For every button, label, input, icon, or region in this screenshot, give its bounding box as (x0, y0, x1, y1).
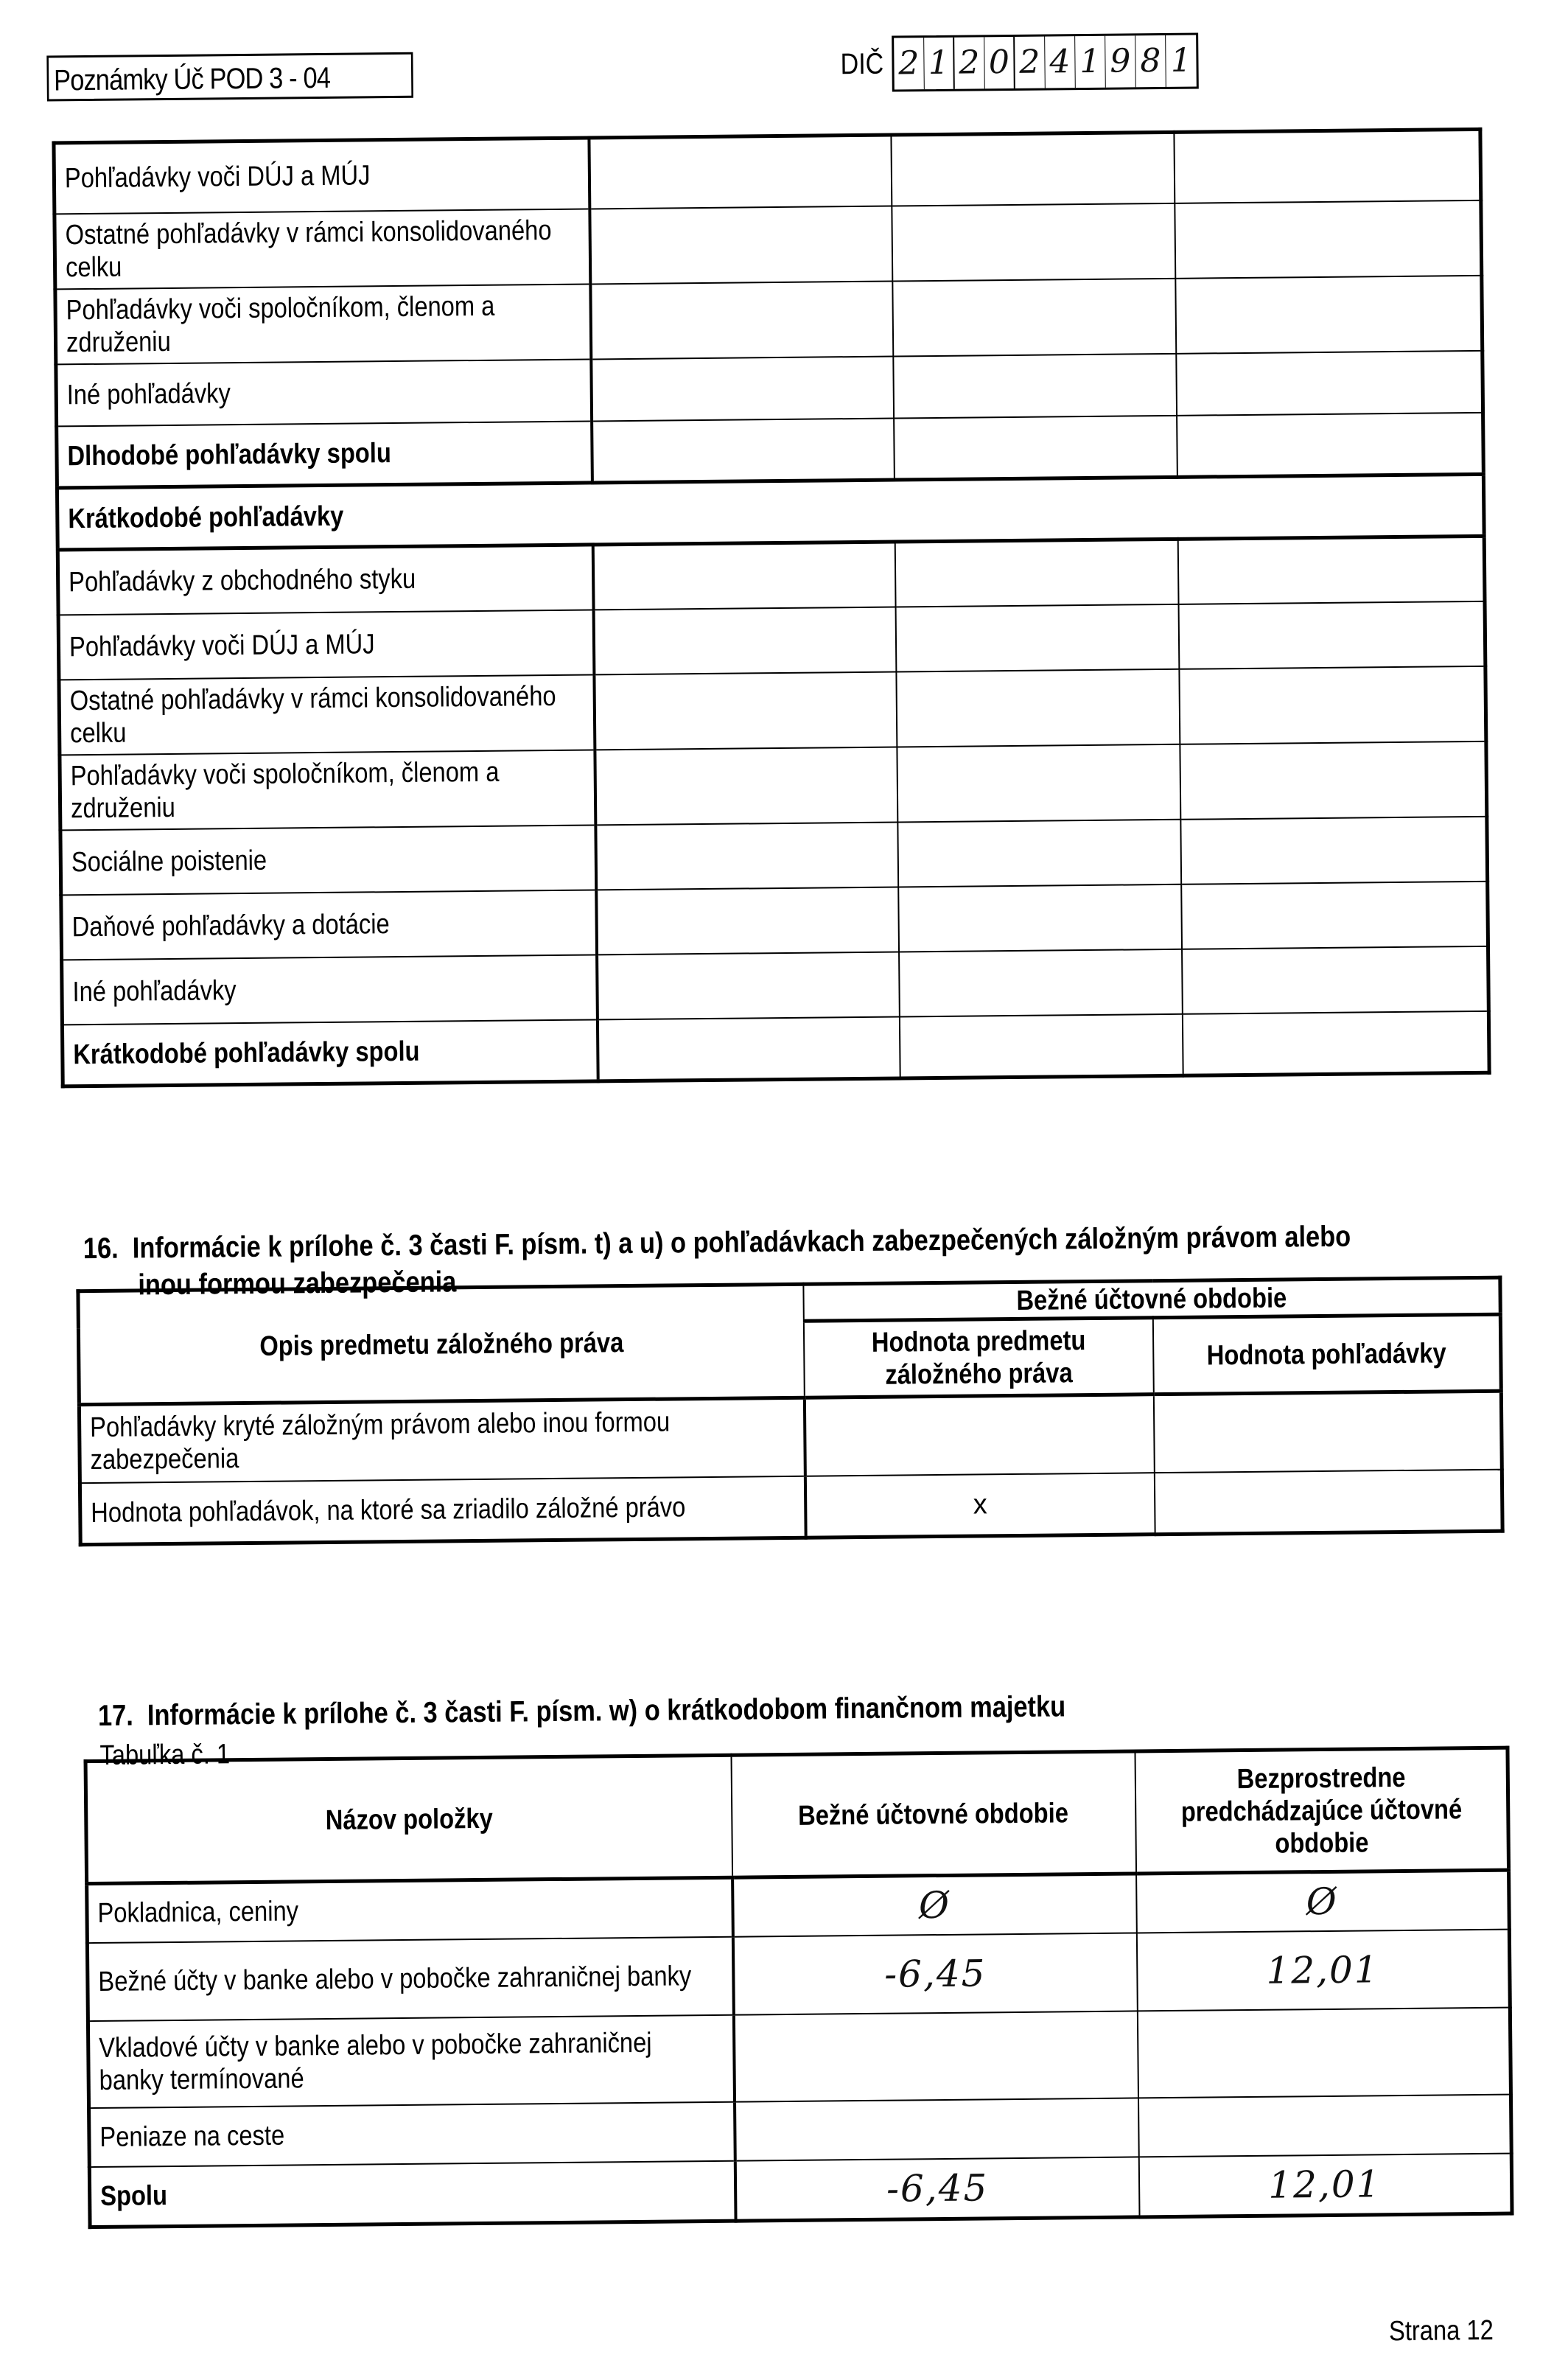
table-row (87, 1929, 1510, 2021)
value-cell[interactable] (897, 819, 1181, 887)
dic-digit: 1 (1170, 41, 1192, 80)
table-row (88, 2007, 1511, 2108)
row-label: Bežné účty v banke alebo v pobočke zahraničnej banky (87, 1936, 733, 2020)
col-header-current-period: Bežné účtovné obdobie (731, 1751, 1136, 1877)
table-row (89, 2153, 1512, 2227)
value-cell[interactable] (592, 418, 895, 483)
value-cell[interactable] (595, 747, 897, 825)
dic-digit: 2 (1015, 37, 1046, 88)
dic-digit: 4 (1045, 36, 1076, 88)
value-cell[interactable] (597, 952, 900, 1019)
dic-digit: 2 (894, 38, 925, 89)
dic-digit: 9 (1105, 35, 1136, 87)
col-header-receivable-value: Hodnota pohľadávky (1152, 1314, 1501, 1395)
value-cell[interactable] (594, 671, 897, 750)
value-cell[interactable] (893, 353, 1177, 418)
row-label: Ostatné pohľadávky v rámci konsolidovaného celku (59, 674, 595, 755)
value-cell[interactable] (590, 281, 893, 359)
value-cell[interactable] (597, 1016, 900, 1081)
row-label: Ostatné pohľadávky v rámci konsolidovaného celku (55, 209, 590, 289)
value-cell[interactable] (1179, 666, 1486, 744)
section-number: 17. (97, 1699, 133, 1732)
value-cell[interactable] (895, 604, 1179, 671)
row-label: Iné pohľadávky (62, 955, 598, 1025)
section-17-heading (98, 1689, 1066, 1733)
value-cell[interactable] (1178, 601, 1485, 669)
receivables-table (52, 128, 1491, 1089)
previous-value[interactable] (1137, 2007, 1511, 2098)
value-cell[interactable] (1180, 816, 1488, 884)
row-label: Pohľadávky kryté záložným právom alebo inou formou zabezpečenia (79, 1397, 805, 1482)
current-value[interactable]: -6,45 (732, 1933, 1137, 2014)
col-header-previous-period: Bezprostredne predchádzajúce účtovné obdobie (1135, 1748, 1509, 1874)
row-label: Pohľadávky voči spoločníkom, členom a združeniu (60, 750, 595, 830)
value-cell[interactable] (589, 135, 892, 209)
previous-value[interactable] (1138, 2094, 1511, 2157)
dic-field (836, 33, 1199, 93)
value-cell[interactable] (1154, 1469, 1502, 1535)
section-16-heading-line2: inou formou zabezpečenia (138, 1266, 457, 1302)
dic-label: DIČ (840, 47, 884, 80)
col-header-item: Názov položky (85, 1755, 732, 1883)
table-row (55, 275, 1483, 364)
current-value[interactable] (733, 2011, 1138, 2101)
value-cell[interactable] (895, 539, 1178, 607)
value-cell[interactable]: x (805, 1473, 1155, 1538)
row-label: Pokladnica, ceniny (87, 1877, 733, 1942)
value-cell[interactable] (1181, 881, 1488, 949)
value-cell[interactable] (891, 132, 1175, 206)
section-16-heading (83, 1220, 1351, 1266)
section-number: 16. (83, 1232, 119, 1266)
current-value[interactable]: -6,45 (735, 2157, 1139, 2221)
page-number: Strana 12 (1388, 2314, 1494, 2348)
table-row (54, 129, 1481, 214)
row-label: Pohľadávky voči spoločníkom, členom a združeniu (55, 284, 591, 364)
section-title: Informácie k prílohe č. 3 časti F. písm. w) o krátkodobom finančnom majetku (147, 1690, 1066, 1732)
value-cell[interactable] (1177, 536, 1485, 604)
value-cell[interactable] (897, 744, 1180, 822)
value-cell[interactable] (894, 415, 1177, 480)
row-label: Krátkodobé pohľadávky spolu (62, 1019, 598, 1086)
section-label: Krátkodobé pohľadávky (57, 474, 1484, 550)
table-row (79, 1391, 1502, 1483)
pledge-table (76, 1276, 1504, 1547)
value-cell[interactable] (898, 884, 1182, 952)
value-cell[interactable] (595, 822, 898, 890)
value-cell[interactable] (1180, 741, 1487, 819)
value-cell[interactable] (1153, 1391, 1502, 1473)
table-row (80, 1469, 1502, 1545)
row-label: Dlhodobé pohľadávky spolu (57, 421, 592, 488)
value-cell[interactable] (892, 203, 1175, 281)
col-header-pledge-value: Hodnota predmetu záložného práva (803, 1318, 1153, 1398)
row-label: Pohľadávky z obchodného styku (57, 545, 593, 615)
current-value[interactable] (735, 2098, 1139, 2160)
value-cell[interactable] (1174, 129, 1481, 203)
dic-boxes (892, 33, 1199, 92)
value-cell[interactable] (592, 542, 895, 610)
row-label: Sociálne poistenie (60, 825, 596, 895)
value-cell[interactable] (899, 949, 1183, 1016)
row-label: Spolu (89, 2160, 735, 2227)
row-label: Daňové pohľadávky a dotácie (61, 890, 597, 960)
table-row (55, 200, 1482, 289)
value-cell[interactable] (899, 1013, 1183, 1078)
table-row (59, 666, 1486, 755)
value-cell[interactable] (804, 1395, 1154, 1476)
value-cell[interactable] (1175, 275, 1483, 353)
value-cell[interactable] (1176, 350, 1483, 415)
table-row (60, 741, 1487, 830)
dic-digit: 2 (954, 37, 985, 88)
value-cell[interactable] (589, 206, 892, 284)
short-term-financial-assets-table (84, 1746, 1514, 2230)
row-label: Vkladové účty v banke alebo v pobočke zahraničnej banky termínované (88, 2014, 734, 2107)
value-cell[interactable] (1177, 412, 1484, 477)
dic-digit: 0 (984, 37, 1015, 88)
value-cell[interactable] (1182, 1011, 1489, 1075)
form-code-box (46, 52, 413, 102)
previous-value[interactable]: Ø (1136, 1870, 1510, 1933)
dic-digit: 1 (1075, 36, 1106, 88)
form-code: Poznámky Úč POD 3 - 04 (53, 61, 331, 97)
dic-digit: 8 (1135, 35, 1166, 87)
row-label: Iné pohľadávky (56, 359, 592, 426)
previous-value[interactable]: 12,01 (1138, 2153, 1512, 2217)
value-cell[interactable] (593, 607, 896, 674)
row-label: Pohľadávky voči DÚJ a MÚJ (54, 138, 589, 214)
row-label: Peniaze na ceste (89, 2101, 735, 2166)
dic-digit: 1 (924, 38, 955, 89)
value-cell[interactable] (596, 887, 899, 955)
col-header-description: Opis predmetu záložného práva (78, 1284, 804, 1404)
value-cell[interactable] (896, 669, 1180, 747)
current-value[interactable]: Ø (732, 1874, 1137, 1936)
table-label: Tabuľka č. 1 (99, 1739, 231, 1771)
value-cell[interactable] (591, 356, 894, 421)
col-header-group: Bežné účtovné obdobie (803, 1277, 1500, 1321)
section-title: Informácie k prílohe č. 3 časti F. písm. t) a u) o pohľadávkach zabezpečených záložným právom alebo (132, 1220, 1351, 1265)
value-cell[interactable] (1175, 200, 1482, 278)
value-cell[interactable] (1182, 946, 1489, 1013)
table-row (62, 1011, 1489, 1086)
row-label: Pohľadávky voči DÚJ a MÚJ (58, 610, 594, 680)
previous-value[interactable]: 12,01 (1136, 1929, 1510, 2011)
value-cell[interactable] (892, 278, 1176, 356)
row-label: Hodnota pohľadávok, na ktoré sa zriadilo záložné právo (80, 1476, 805, 1544)
